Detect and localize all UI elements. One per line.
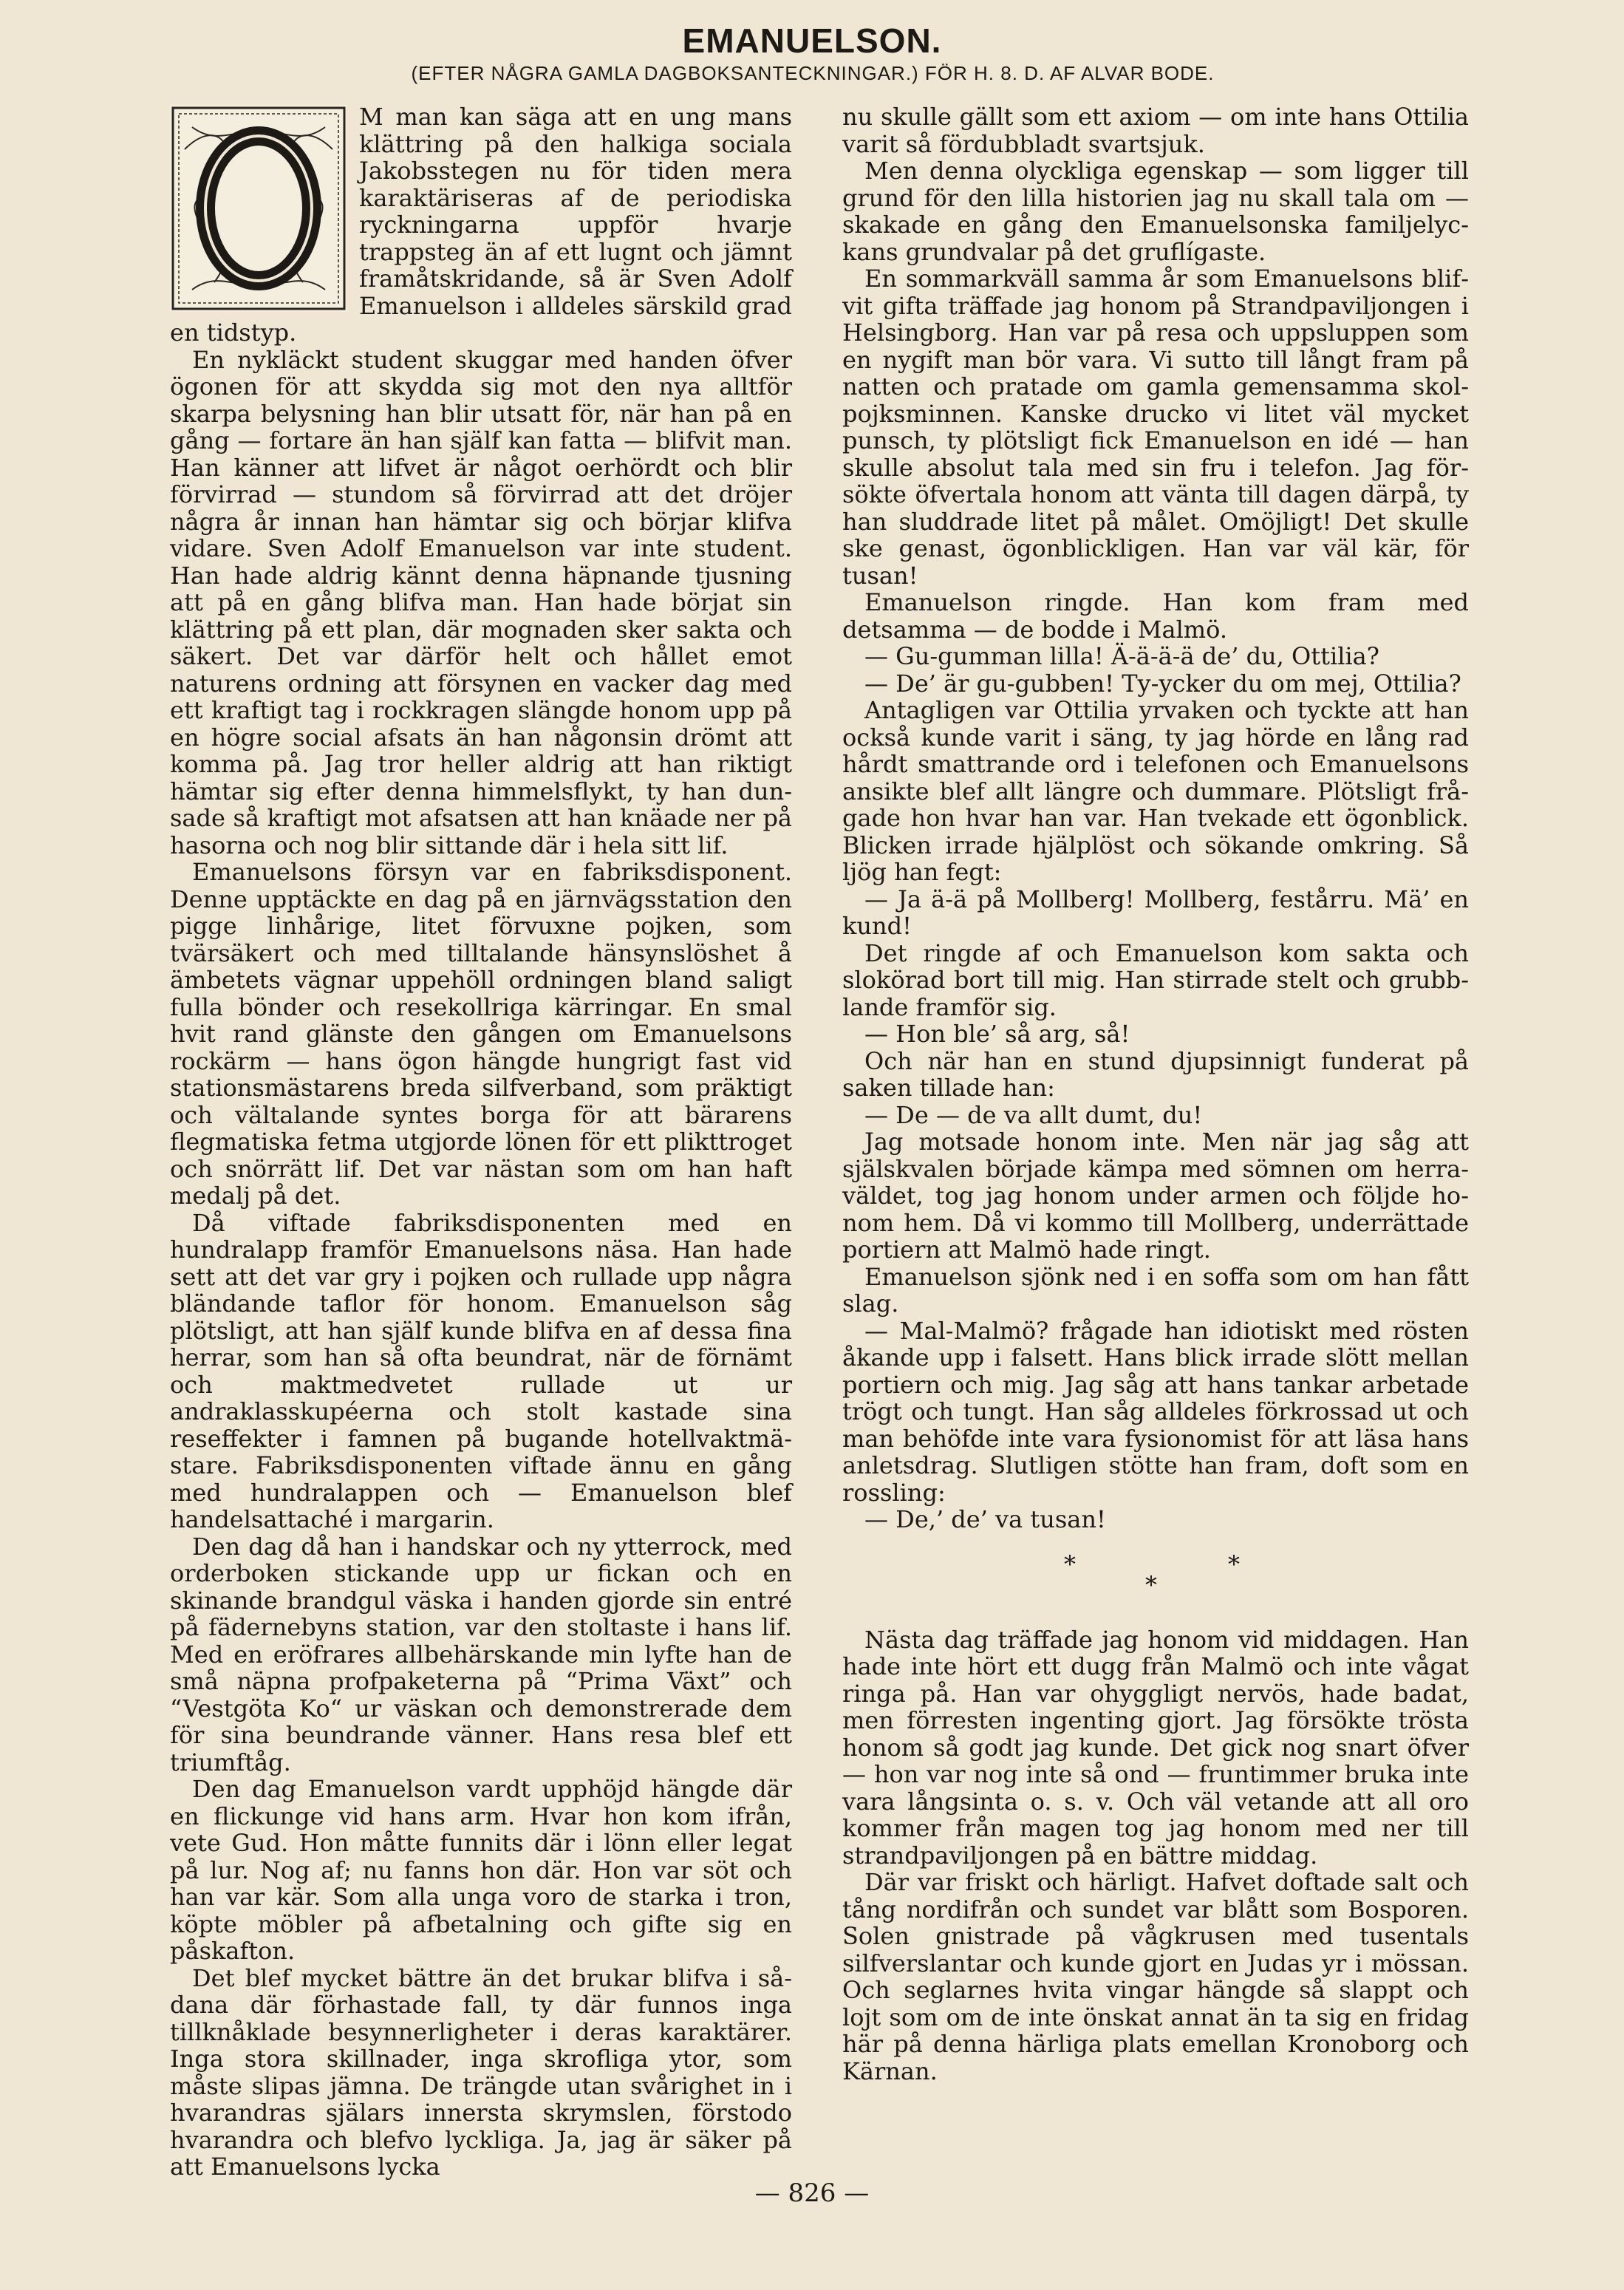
- paragraph: Men denna olyckliga egenskap — som ligger till grund för den lilla historien jag nu skall tala om — skakade en gång den Emanuelsonska familjelyckans grundvalar på det gruflígaste.: [842, 157, 1469, 266]
- asterisk: *: [1228, 1550, 1240, 1578]
- right-column: [842, 103, 1469, 2085]
- paragraph: Den dag Emanuelson vardt upphöjd hängde där en flickunge vid hans arm. Hvar hon kom ifrån, vete Gud. Hon måtte funnits där i lönn eller legat på lur. Nog af; nu fanns hon där. Hon var söt och han var kär. Som alla unga voro de starka i tron, köpte möbler på afbetalning och gifte sig en påskafton.: [170, 1775, 792, 1965]
- paragraph: Emanuelson ringde. Han kom fram med detsamma — de bodde i Malmö.: [842, 588, 1469, 644]
- paragraph: Emanuelsons försyn var en fabriksdisponent. Denne upptäckte en dag på en järnvägsstation den pigge linhårige, litet förvuxne pojken, som tvärsäkert och med tilltalande hänsynslöshet å ämbetets vägnar uppehöll ordningen bland saligt fulla bönder och resekollriga kärringar. En smal hvit rand glänste den gången om Emanuelsons rockärm — hans ögon hängde hungrigt fast vid stationsmästarens breda silfverband, som präktigt och vältalande syntes borga för att bärarens flegmatiska fetma utgjorde lönen för ett plikttroget och snörrätt lif. Det var nästan som om han haft medalj på det.: [170, 858, 792, 1210]
- paragraph: Det blef mycket bättre än det brukar blifva i sådana där förhastade fall, ty där funnos inga tillknåklade besynnerligheter i deras karaktärer. Inga stora skillnader, inga skrofliga ytor, som måste slipas jämna. De trängde utan svårighet in i hvarandras själars innersta skrymslen, förstodo hvarandra och blefvo lyckliga. Ja, jag är säker på att Emanuelsons lycka: [170, 1963, 792, 2181]
- section-break: [842, 1536, 1469, 1618]
- left-column: [170, 103, 792, 2181]
- paragraph: Där var friskt och härligt. Hafvet doftade salt och tång nordifrån och sundet var blått som Bosporen. Solen gnistrade på vågkrusen med tusentals silfverslantar och kunde gjort en Judas yr i mössan. Och seglarnes hvita vingar hängde så slappt och lojt som om de inte önskat annat än ta sig en fridag här på denna härliga plats emellan Kronoborg och Kärnan.: [842, 1868, 1469, 2085]
- svg-text:O: O: [258, 229, 259, 230]
- decorative-initial-o: [170, 105, 347, 312]
- paragraph: Emanuelson sjönk ned i en soffa som om han fått slag.: [842, 1262, 1469, 1318]
- asterisk: *: [1064, 1550, 1076, 1578]
- asterisk: *: [1145, 1570, 1157, 1599]
- paragraph: Då viftade fabriksdisponenten med en hundralapp framför Emanuelsons näsa. Han hade sett att det var gry i pojken och rullade upp några bländande taflor för honom. Emanuelson såg plötsligt, att han själf kunde blifva en af dessa fina herrar, som han så ofta beundrat, när de förnämt och maktmedvetet rullade ut ur andraklasskupéerna och stolt kastade sina reseffekter i famnen på bugande hotellvaktmästare. Fabriksdisponenten viftade ännu en gång med hundralappen och — Emanuelson blef handelsattaché i margarin.: [170, 1208, 792, 1533]
- paragraph: nu skulle gällt som ett axiom — om inte hans Ottilia varit så fördubbladt svartsjuk.: [842, 103, 1469, 158]
- paragraph: Det ringde af och Emanuelson kom sakta och slokörad bort till mig. Han stirrade stelt och grubblande framför sig.: [842, 938, 1469, 1021]
- article-title: EMANUELSON.: [682, 21, 942, 60]
- paragraph: En nykläckt student skuggar med handen öfver ögonen för att skydda sig mot den nya alltför skarpa belysning han blir utsatt för, när han på en gång — fortare än han själf kan fatta — blifvit man. Han känner att lifvet är något oerhördt och blir förvirrad — stundom så förvirrad att det dröjer några år innan han hämtar sig och börjar klifva vidare. Sven Adolf Emanuelson var inte student. Han hade aldrig kännt denna häpnande tjusning att på en gång blifva man. Han hade börjat sin klättring på ett plan, där mognaden sker sakta och säkert. Det var därför helt och hållet emot naturens ordning att försynen en vacker dag med ett kraftigt tag i rockkragen slängde honom upp på en högre social afsats än han någonsin drömt att komma på. Jag tror heller aldrig att han riktigt hämtar sig efter denna himmelsflykt, ty han dunsade så kraftigt mot afsatsen att han knäade ner på hasorna och nog blir sittande där i hela sitt lif.: [170, 345, 792, 859]
- page-number: — 826 —: [754, 2178, 870, 2208]
- dialog-line: — Mal-Malmö? frågade han idiotiskt med rösten åkande upp i falsett. Hans blick irrade slött mellan portiern och mig. Jag såg att hans tankar arbetade trögt och tungt. Han såg alldeles förkrossad ut och man behöfde inte vara fysionomist för att läsa hans anletsdrag. Slutligen stötte han fram, doft som en rossling:: [842, 1316, 1469, 1507]
- dialog-line: — De’ är gu-gubben! Ty-ycker du om mej, Ottilia?: [864, 669, 1461, 698]
- dialog-line: — De,’ de’ va tusan!: [864, 1505, 1106, 1533]
- article-subtitle: (EFTER NÅGRA GAMLA DAGBOKSANTECKNINGAR.) FÖR H. 8. D. AF ALVAR BODE.: [411, 62, 1215, 84]
- dialog-line: — De — de va allt dumt, du!: [864, 1100, 1203, 1129]
- paragraph: Nästa dag träffade jag honom vid middagen. Han hade inte hört ett dugg från Malmö och inte vågat ringa på. Han var ohyggligt nervös, hade badat, men förresten ingenting gjort. Jag försökte trösta honom så godt jag kunde. Det gick nog snart öfver — hon var nog inte så ond — fruntimmer bruka inte vara långsinta o. s. v. Och väl vetande att all oro kommer från magen tog jag honom med ner till strandpaviljongen på en bättre middag.: [842, 1625, 1469, 1870]
- dialog-line: — Ja ä-ä på Mollberg! Mollberg, festårru. Mä’ en kund!: [842, 885, 1469, 940]
- paragraph: M man kan säga att en ung mans klättring på den halkiga sociala Jakobsstegen nu för tiden mera karaktäriseras af de periodiska ryckningarna uppför hvarje trappsteg än af ett lugnt och jämnt framåtskridande, så är Sven Adolf Emanuelson i alldeles särskild grad en tidstyp.: [170, 103, 792, 347]
- paragraph: Och när han en stund djupsinnigt funderat på saken tillade han:: [842, 1046, 1469, 1102]
- paragraph: En sommarkväll samma år som Emanuelsons blifvit gifta träffade jag honom på Strandpaviljongen i Helsingborg. Han var på resa och uppsluppen som en nygift man bör vara. Vi sutto till långt fram på natten och pratade om gamla gemensamma skolpojksminnen. Kanske drucko vi litet väl mycket punsch, ty plötsligt fick Emanuelson en idé — han skulle absolut tala med sin fru i telefon. Jag försökte öfvertala honom att vänta till dagen därpå, ty han sluddrade litet på målet. Omöjligt! Det skulle ske genast, ögonblickligen. Han var väl kär, för tusan!: [842, 265, 1469, 590]
- paragraph: Den dag då han i handskar och ny ytterrock, med orderboken stickande upp ur fickan och en skinande brandgul väska i handen gjorde sin entré på fädernebyns station, var den stoltaste i hans lif. Med en eröfrares allbehärskande min lyfte han de små näpna profpaketerna på “Prima Växt” och “Vestgöta Ko“ ur väskan och demonstrerade dem för sina beundrande vänner. Hans resa blef ett triumftåg.: [170, 1532, 792, 1776]
- dialog-line: — Gu-gumman lilla! Ä-ä-ä-ä de’ du, Ottilia?: [864, 642, 1379, 670]
- paragraph: Antagligen var Ottilia yrvaken och tyckte att han också kunde varit i säng, ty jag hörde en lång rad hårdt smattrande ord i telefonen och Emanuelsons ansikte blef allt längre och dummare. Plötsligt frågade hon hvar han var. Han tvekade ett ögonblick. Blicken irrade hjälplöst och sökande omkring. Så ljög han fegt:: [842, 696, 1469, 886]
- dialog-line: — Hon ble’ så arg, så!: [864, 1020, 1130, 1048]
- ornamental-dropcap-icon: [170, 105, 347, 312]
- paragraph: Jag motsade honom inte. Men när jag såg att själskvalen började kämpa med sömnen om herraväldet, tog jag honom under armen och följde honom hem. Då vi kommo till Mollberg, underrättade portiern att Malmö hade ringt.: [842, 1128, 1469, 1264]
